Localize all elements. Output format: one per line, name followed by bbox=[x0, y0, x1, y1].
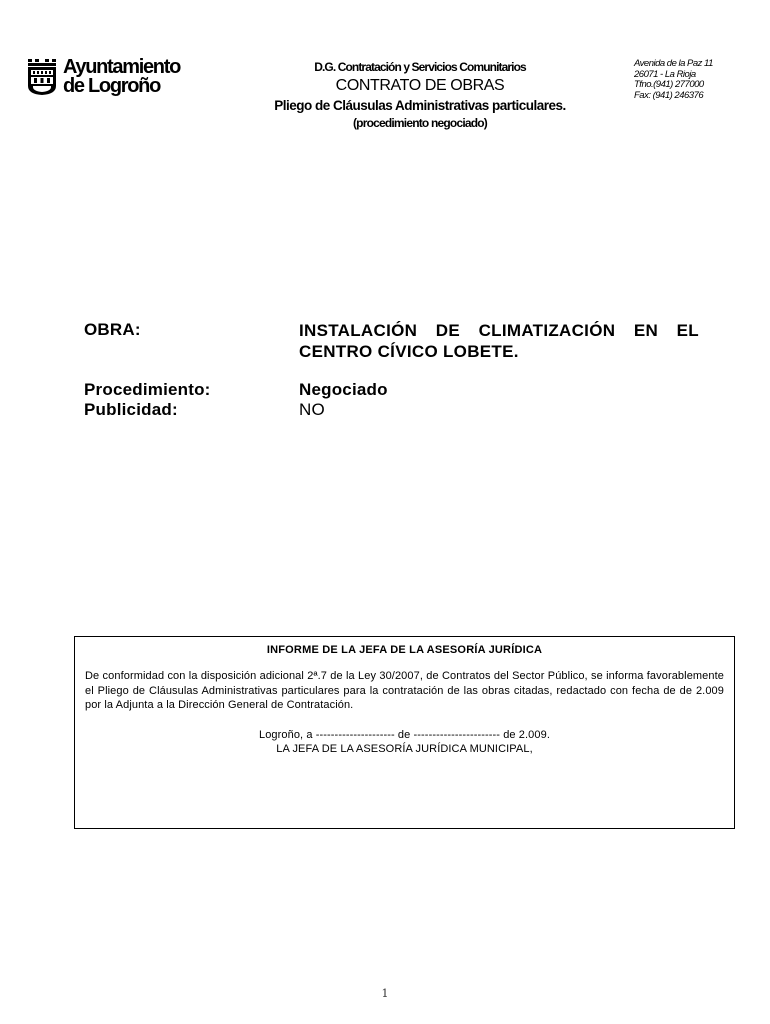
address-block bbox=[634, 59, 713, 101]
publicidad-label: Publicidad: bbox=[84, 400, 178, 419]
report-signature-block bbox=[75, 728, 734, 756]
address-line: 26071 - La Rioja bbox=[634, 68, 696, 80]
pliego-title: Pliego de Cláusulas Administrativas particulares. bbox=[274, 98, 566, 113]
department-name: D.G. Contratación y Servicios Comunitarios bbox=[314, 60, 526, 74]
legal-report-box bbox=[74, 636, 735, 829]
address-line: Fax: (941) 246376 bbox=[634, 89, 704, 101]
procedimiento-label: Procedimiento: bbox=[84, 380, 211, 399]
page-number: 1 bbox=[381, 987, 389, 1000]
logo-line-1: Ayuntamiento bbox=[63, 56, 180, 78]
document-header bbox=[240, 58, 600, 132]
contract-type: CONTRATO DE OBRAS bbox=[335, 77, 505, 94]
address-line: Tfno.(941) 277000 bbox=[634, 79, 704, 90]
procedure-note: (procedimiento negociado) bbox=[352, 116, 487, 130]
logo-line-2: de Logroño bbox=[63, 75, 160, 97]
procedimiento-value: Negociado bbox=[299, 380, 388, 399]
report-body: De conformidad con la disposición adicional 2ª.7 de la Ley 30/2007, de Contratos del Sector Público, se informa favorablemente el Pliego de Cláusulas Administrativas particulares para la contratación de las obras citadas, redactado con fecha de de 2.009 por la Adjunta a la Dirección General de Contratación. bbox=[85, 670, 724, 711]
address-line: Avenida de la Paz 11 bbox=[634, 58, 713, 69]
signature-line: LA JEFA DE LA ASESORÍA JURÍDICA MUNICIPAL, bbox=[276, 743, 533, 755]
obra-value: INSTALACIÓN DE CLIMATIZACIÓN EN EL CENTRO CÍVICO LOBETE. bbox=[299, 321, 699, 361]
report-title: INFORME DE LA JEFA DE LA ASESORÍA JURÍDICA bbox=[266, 644, 543, 656]
city-crest-icon bbox=[27, 58, 57, 96]
place-date-line: Logroño, a --------------------- de ----------------------- de 2.009. bbox=[258, 729, 550, 741]
obra-label: OBRA: bbox=[84, 320, 141, 339]
city-logo bbox=[27, 58, 180, 96]
publicidad-value: NO bbox=[299, 400, 325, 419]
